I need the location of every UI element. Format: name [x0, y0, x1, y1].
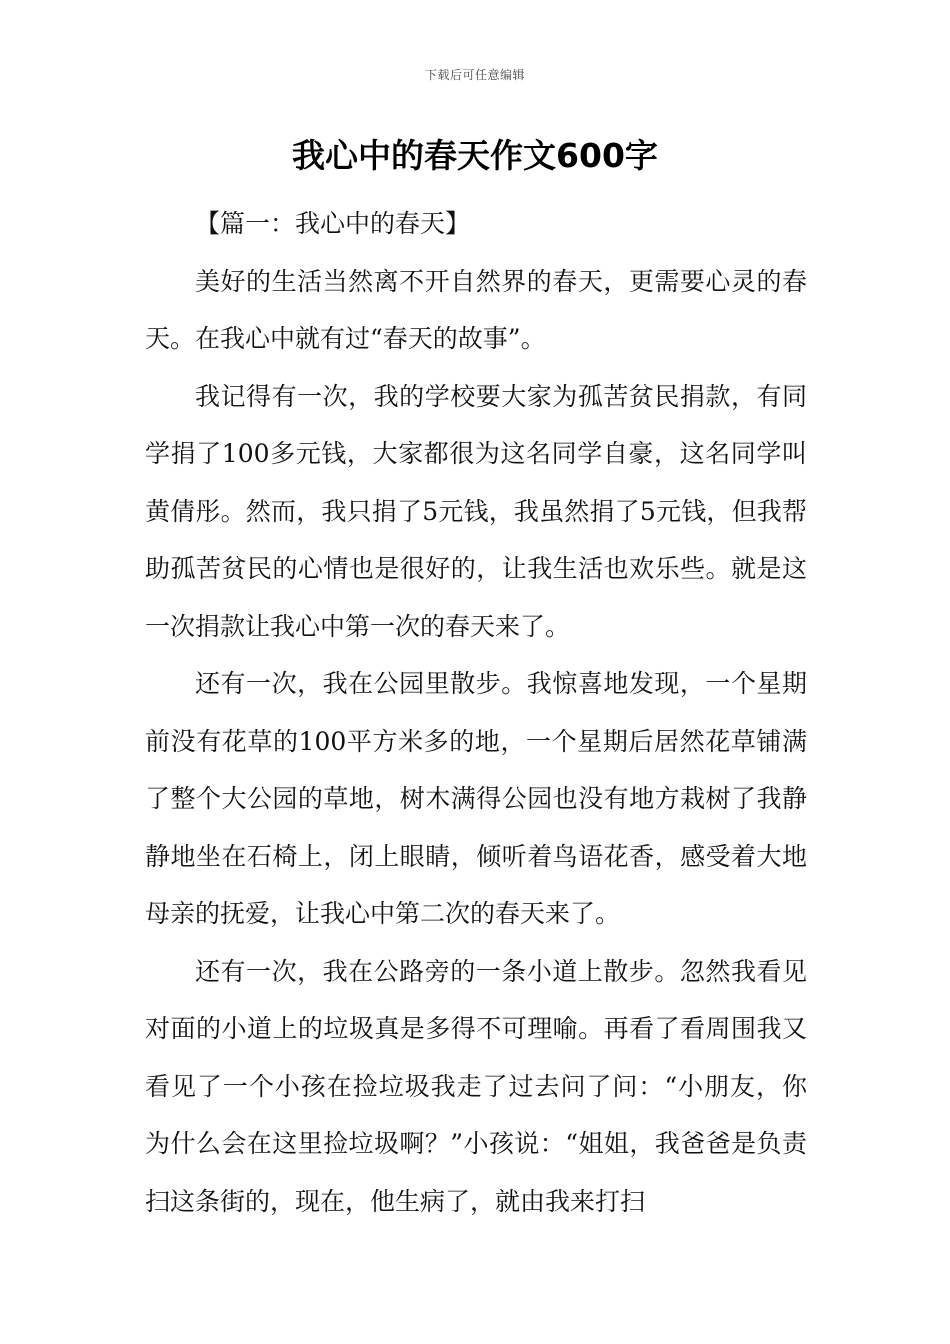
paragraph-2: 我记得有一次，我的学校要大家为孤苦贫民捐款，有同学捐了100多元钱，大家都很为这名同学自豪，这名同学叫黄倩彤。然而，我只捐了5元钱，我虽然捐了5元钱，但我帮助孤苦贫民的心情也是很好的，让我生活也欢乐些。就是这一次捐款让我心中第一次的春天来了。 [145, 381, 807, 641]
paragraph-3: 还有一次，我在公园里散步。我惊喜地发现，一个星期前没有花草的100平方米多的地，一个星期后居然花草铺满了整个大公园的草地，树木满得公园也没有地方栽树了我静静地坐在石椅上，闭上眼睛，倾听着鸟语花香，感受着大地母亲的抚爱，让我心中第二次的春天来了。 [145, 669, 807, 928]
document-body [145, 195, 807, 1230]
paragraph-4: 还有一次，我在公路旁的一条小道上散步。忽然我看见对面的小道上的垃圾真是多得不可理喻。再看了看周围我又看见了一个小孩在捡垃圾我走了过去问了问：“小朋友，你为什么会在这里捡垃圾啊？”小孩说：“姐姐，我爸爸是负责扫这条街的，现在，他生病了，就由我来打扫 [145, 956, 807, 1216]
section-heading: 【篇一：我心中的春天】 [195, 209, 471, 238]
paragraph-1: 美好的生活当然离不开自然界的春天，更需要心灵的春天。在我心中就有过“春天的故事”。 [145, 266, 807, 353]
document-title: 我心中的春天作文600字 [292, 136, 658, 175]
header-note: 下载后可任意编辑 [424, 68, 525, 82]
